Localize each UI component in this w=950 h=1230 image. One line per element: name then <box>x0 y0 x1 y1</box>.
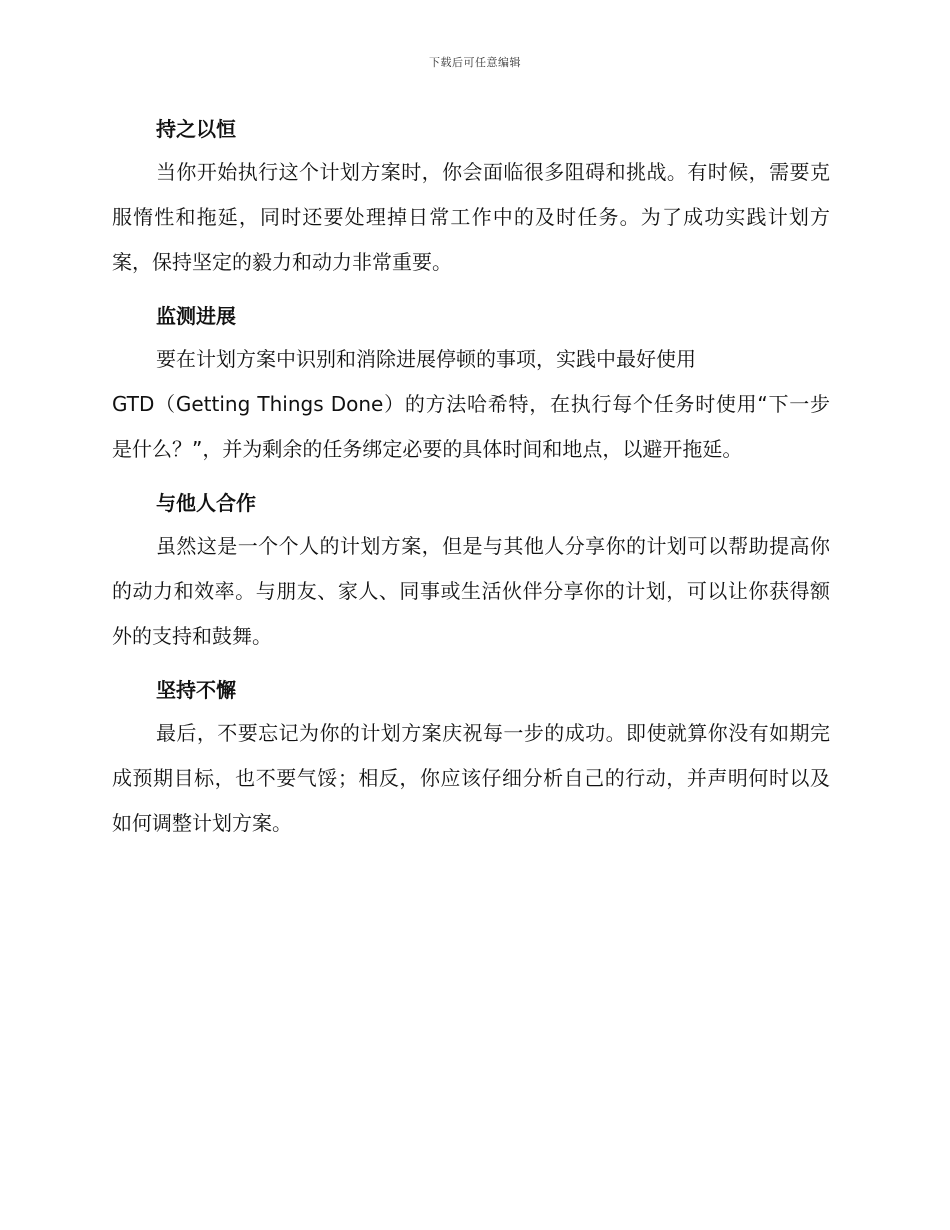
document-body <box>112 108 830 856</box>
section-monitor-progress <box>112 295 830 472</box>
section-perseverance <box>112 669 830 846</box>
section-paragraph: 最后，不要忘记为你的计划方案庆祝每一步的成功。即使就算你没有如期完成预期目标，也不要气馁；相反，你应该仔细分析自己的行动，并声明何时以及如何调整计划方案。 <box>112 721 830 835</box>
section-heading: 坚持不懈 <box>156 678 236 702</box>
paragraph-continuation: GTD（Getting Things Done）的方法哈希特，在执行每个任务时使用“下一步是什么？”，并为剩余的任务绑定必要的具体时间和地点，以避开拖延。 <box>112 392 830 461</box>
paragraph-first-line: 要在计划方案中识别和消除进展停顿的事项，实践中最好使用 <box>156 347 696 371</box>
page-header-note: 下载后可任意编辑 <box>429 56 521 69</box>
section-heading: 监测进展 <box>156 304 236 328</box>
section-heading: 持之以恒 <box>156 117 236 141</box>
section-paragraph: 虽然这是一个个人的计划方案，但是与其他人分享你的计划可以帮助提高你的动力和效率。与朋友、家人、同事或生活伙伴分享你的计划，可以让你获得额外的支持和鼓舞。 <box>112 534 830 648</box>
section-heading: 与他人合作 <box>156 491 256 515</box>
section-collaborate <box>112 482 830 659</box>
section-persistence <box>112 108 830 285</box>
section-paragraph: 当你开始执行这个计划方案时，你会面临很多阻碍和挑战。有时候，需要克服惰性和拖延，同时还要处理掉日常工作中的及时任务。为了成功实践计划方案，保持坚定的毅力和动力非常重要。 <box>112 160 830 274</box>
section-paragraph <box>112 337 830 472</box>
